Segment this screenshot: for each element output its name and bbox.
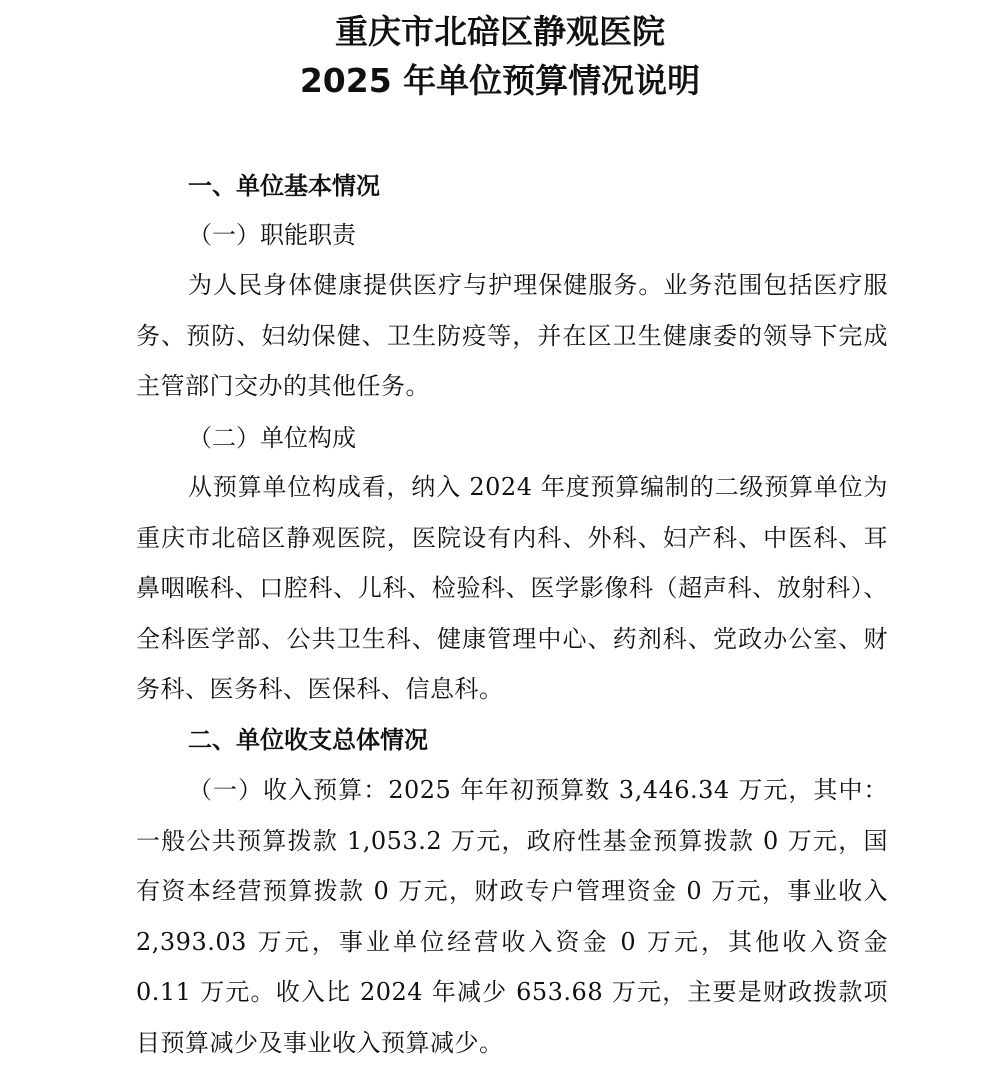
subsection-heading-composition: （二）单位构成 bbox=[188, 424, 356, 452]
section-heading-budget-overview: 二、单位收支总体情况 bbox=[188, 726, 428, 754]
paragraph-composition: 从预算单位构成看，纳入 2024 年度预算编制的二级预算单位为重庆市北碚区静观医院，医院设有内科、外科、妇产科、中医科、耳鼻咽喉科、口腔科、儿科、检验科、医学影像科（超声科、放射科）、全科医学部、公共卫生科、健康管理中心、药剂科、党政办公室、财务科、医务科、医保科、信息科。 bbox=[136, 473, 888, 703]
subsection-heading-functions: （一）职能职责 bbox=[188, 221, 356, 249]
document-title-line-1: 重庆市北碚区静观医院 bbox=[335, 12, 665, 51]
section-heading-basic-info: 一、单位基本情况 bbox=[188, 172, 380, 200]
paragraph-functions: 为人民身体健康提供医疗与护理保健服务。业务范围包括医疗服务、预防、妇幼保健、卫生防疫等，并在区卫生健康委的领导下完成主管部门交办的其他任务。 bbox=[136, 271, 888, 400]
document-title-line-2: 2025 年单位预算情况说明 bbox=[299, 61, 701, 100]
paragraph-income-budget: （一）收入预算：2025 年年初预算数 3,446.34 万元，其中：一般公共预算拨款 1,053.2 万元，政府性基金预算拨款 0 万元，国有资本经营预算拨款 0 万元，财政专户管理资金 0 万元，事业收入 2,393.03 万元，事业单位经营收入资金 0 万元，其他收入资金 0.11 万元。收入比 2024 年减少 653.68 万元，主要是财政拨款项目预算减少及事业收入预算减少。 bbox=[136, 776, 888, 1057]
